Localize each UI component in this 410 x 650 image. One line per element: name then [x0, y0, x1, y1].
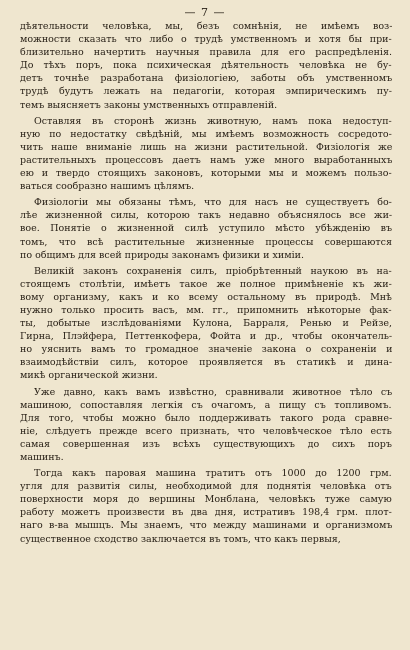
text-line: Физіологіи мы обязаны тѣмъ, что для насъ не существуетъ бо- [34, 197, 392, 209]
text-line: вое. Понятіе о жизненной силѣ уступило мѣсто убѣжденію въ [20, 223, 392, 235]
text-line: Оставляя въ сторонѣ жизнь животную, намъ пока недоступ- [34, 115, 392, 127]
text-line: существенное сходство заключается въ томъ, что какъ первыя, [20, 533, 341, 545]
text-line: нужно только просить васъ, мм. гг., припомнить нѣкоторые фак- [20, 304, 392, 316]
text-line: растительныхъ процессовъ даетъ намъ уже много выработанныхъ [20, 154, 392, 166]
text-line: Тогда какъ паровая машина тратитъ отъ 1000 до 1200 грм. [34, 468, 392, 480]
text-line: Великій законъ сохраненія силъ, пріобрѣтенный наукою въ на- [34, 265, 392, 277]
text-line: трудѣ будутъ лежать на педагогіи, которая эмпирическимъ пу- [20, 86, 392, 98]
body-text [20, 20, 392, 546]
text-line: работу можетъ произвести въ два дня, истративъ 198,4 грм. плот- [20, 507, 392, 519]
text-line: ею и твердо стоящихъ законовъ, которыми мы и можемъ пользо- [20, 168, 392, 180]
text-line: До тѣхъ поръ, пока психическая дѣятельность человѣка не бу- [20, 60, 392, 72]
paragraph [20, 467, 392, 546]
text-line: дѣятельности человѣка, мы, безъ сомнѣнія, не имѣемъ воз- [20, 21, 392, 32]
text-line: ніе, слѣдуетъ прежде всего признать, что человѣческое тѣло есть [20, 425, 392, 437]
text-line: по общимъ для всей природы законамъ физики и химіи. [20, 249, 304, 261]
paragraph [20, 20, 392, 112]
text-line: лѣе жизненной силы, которою такъ недавно объяснялось все жи- [20, 210, 392, 222]
text-line: можности сказать что либо о трудѣ умственномъ и хотя бы при- [20, 34, 392, 46]
paragraph [20, 265, 392, 383]
text-line: ную по недостатку свѣдѣній, мы имѣемъ возможность сосредото- [20, 128, 392, 140]
text-line: томъ, что всѣ растительные жизненные процессы совершаются [20, 236, 392, 248]
text-line: вому организму, какъ и ко всему остальному въ природѣ. Мнѣ [20, 291, 392, 303]
text-line: стоящемъ столѣтіи, имѣетъ такое же полное примѣненіе къ жи- [20, 278, 392, 290]
text-line: поверхности моря до вершины Монблана, человѣкъ туже самую [20, 494, 392, 506]
text-line: Гирна, Плэйфера, Петтенкофера, Фойта и др., чтобы окончатель- [20, 331, 392, 343]
text-line: ты, добытые изслѣдованіями Кулона, Барраля, Ренью и Рейзе, [20, 318, 392, 330]
text-line: темъ выясняетъ законы умственныхъ отправленій. [20, 99, 278, 111]
page-number: — 7 — [184, 6, 226, 19]
text-line: машинъ. [20, 452, 64, 463]
text-line: угля для развитія силы, необходимой для поднятія человѣка отъ [20, 481, 392, 493]
paragraph [20, 386, 392, 465]
text-line: но уяснить вамъ то громадное значеніе закона о сохраненіи и [20, 344, 392, 356]
text-line: Для того, чтобы можно было поддерживать такого рода сравне- [20, 412, 392, 424]
text-line: самая совершенная изъ всѣхъ существующихъ до сихъ поръ [20, 438, 392, 450]
paragraph [20, 115, 392, 194]
text-line: ваться сообразно нашимъ цѣлямъ. [20, 181, 195, 193]
text-line: микѣ органической жизни. [20, 370, 158, 382]
text-line: близительно начертить научныя правила для его распредѣленія. [20, 47, 392, 59]
text-line: машиною, сопоставляя легкія съ очагомъ, а пищу съ топливомъ. [20, 399, 392, 411]
paragraph [20, 196, 392, 261]
text-line: наго в-ва мышцъ. Мы знаемъ, что между машинами и организмомъ [20, 520, 392, 532]
text-line: чить наше вниманіе лишь на жизни растительной. Физіологія же [20, 141, 392, 153]
text-line: Уже давно, какъ вамъ извѣстно, сравнивали животное тѣло съ [34, 386, 392, 398]
text-line: детъ точнѣе разработана физіологіею, заботы объ умственномъ [20, 73, 392, 85]
text-line: взаимодѣйствіи силъ, которое проявляется въ статикѣ и дина- [20, 357, 392, 369]
